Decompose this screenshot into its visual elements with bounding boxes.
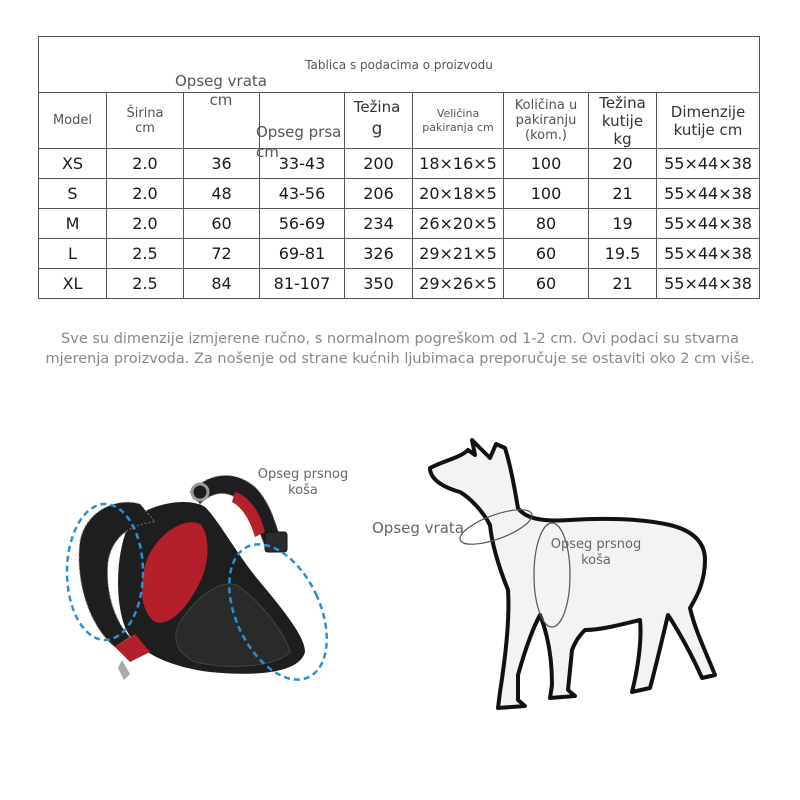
product-data-table (38, 36, 760, 299)
cell-tezina: 234 (345, 209, 413, 239)
header-tezina-kutije: Težina kutije kg (589, 93, 657, 149)
header-dimenzije: Dimenzije kutije cm (657, 93, 760, 149)
cell-opseg-vrata: 36 (184, 149, 260, 179)
cell-tezina: 350 (345, 269, 413, 299)
note-line-2: mjerenja proizvoda. Za nošenje od strane kućnih ljubimaca preporučuje se ostaviti oko 2 cm više. (45, 351, 755, 367)
cell-tezina: 206 (345, 179, 413, 209)
cell-model: S (39, 179, 107, 209)
table-row (39, 239, 760, 269)
header-kolicina: Količina u pakiranju (kom.) (504, 93, 589, 149)
header-sirina: Širina cm (107, 93, 184, 149)
cell-velicina: 18×16×5 (413, 149, 504, 179)
header-model: Model (39, 93, 107, 149)
cell-sirina: 2.0 (107, 209, 184, 239)
cell-velicina: 20×18×5 (413, 179, 504, 209)
cell-opseg-prsa: 69-81 (260, 239, 345, 269)
cell-tezina-kutije: 21 (589, 269, 657, 299)
table-row (39, 269, 760, 299)
cell-model: M (39, 209, 107, 239)
dog-body-outline (430, 440, 715, 708)
cell-opseg-vrata: 48 (184, 179, 260, 209)
cell-kolicina: 100 (504, 149, 589, 179)
cell-opseg-vrata: 60 (184, 209, 260, 239)
cell-dimenzije: 55×44×38 (657, 269, 760, 299)
dog-outline-image (400, 430, 730, 730)
table-row (39, 209, 760, 239)
cell-model: XL (39, 269, 107, 299)
measurement-note (0, 329, 800, 369)
cell-sirina: 2.0 (107, 149, 184, 179)
cell-velicina: 26×20×5 (413, 209, 504, 239)
cell-model: L (39, 239, 107, 269)
table-row (39, 179, 760, 209)
cell-opseg-vrata: 84 (184, 269, 260, 299)
header-velicina: Veličina pakiranja cm (413, 93, 504, 149)
cell-opseg-prsa: 43-56 (260, 179, 345, 209)
cell-model: XS (39, 149, 107, 179)
cell-opseg-prsa: 33-43 (260, 149, 345, 179)
cell-sirina: 2.5 (107, 239, 184, 269)
cell-velicina: 29×26×5 (413, 269, 504, 299)
cell-opseg-prsa: 56-69 (260, 209, 345, 239)
cell-velicina: 29×21×5 (413, 239, 504, 269)
cell-tezina-kutije: 21 (589, 179, 657, 209)
cell-tezina-kutije: 19 (589, 209, 657, 239)
cell-opseg-vrata: 72 (184, 239, 260, 269)
cell-sirina: 2.0 (107, 179, 184, 209)
note-line-1: Sve su dimenzije izmjerene ručno, s normalnom pogreškom od 1-2 cm. Ovi podaci su stvarna (61, 331, 739, 347)
harness-chest-label: Opseg prsnog koša (257, 467, 349, 498)
cell-kolicina: 60 (504, 239, 589, 269)
cell-dimenzije: 55×44×38 (657, 209, 760, 239)
cell-sirina: 2.5 (107, 269, 184, 299)
dog-chest-label: Opseg prsnog koša (550, 537, 642, 568)
cell-kolicina: 80 (504, 209, 589, 239)
cell-tezina: 326 (345, 239, 413, 269)
table-row (39, 149, 760, 179)
cell-dimenzije: 55×44×38 (657, 179, 760, 209)
cell-dimenzije: 55×44×38 (657, 239, 760, 269)
cell-dimenzije: 55×44×38 (657, 149, 760, 179)
cell-tezina: 200 (345, 149, 413, 179)
cell-tezina-kutije: 20 (589, 149, 657, 179)
header-tezina: Težina g (353, 98, 401, 139)
cell-opseg-prsa: 81-107 (260, 269, 345, 299)
harness-leash-clip (118, 660, 130, 680)
cell-tezina-kutije: 19.5 (589, 239, 657, 269)
header-opseg-vrata: Opseg vrata cm (175, 72, 267, 109)
header-opseg-prsa: Opseg prsa cm (256, 123, 342, 161)
dog-neck-label: Opseg vrata (372, 519, 464, 537)
cell-kolicina: 60 (504, 269, 589, 299)
cell-kolicina: 100 (504, 179, 589, 209)
table-title: Tablica s podacima o proizvodu (39, 37, 760, 93)
